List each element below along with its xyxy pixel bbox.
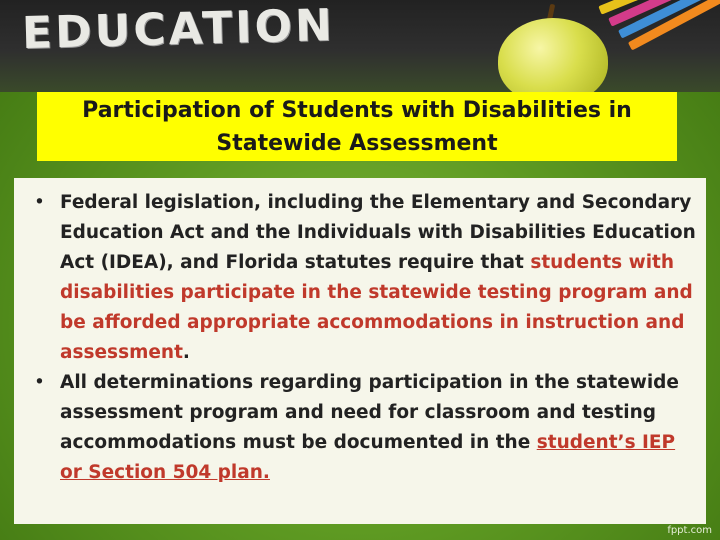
title-line-2: Statewide Assessment: [216, 130, 498, 156]
bullet-item: [30, 188, 698, 368]
bullet-1-end: .: [182, 342, 190, 363]
content-box: [14, 178, 706, 524]
bullet-2-text: All determinations regarding participation in the statewide assessment program and need for classroom and testing accommodations must be documented in the: [60, 372, 679, 453]
pencils-icon: [600, 0, 720, 60]
bullet-icon: •: [34, 372, 45, 393]
bullet-icon: •: [34, 192, 45, 213]
banner-word: EDUCATION: [21, 0, 336, 60]
slide-title: [72, 94, 642, 160]
watermark: fppt.com: [667, 525, 712, 536]
title-box: [37, 92, 677, 161]
title-line-1: Participation of Students with Disabilities in: [82, 97, 632, 123]
bullet-list: [14, 178, 706, 488]
bullet-1-text: Federal legislation, including the Elementary and Secondary Education Act and the Individuals with Disabilities Education Act (IDEA), and Florida statutes require that: [60, 192, 696, 273]
bullet-1-highlight: students with disabilities participate in the statewide testing program and be afforded appropriate accommodations in instruction and assessment: [60, 252, 693, 363]
bullet-item: [30, 368, 698, 488]
bullet-2-highlight: student’s IEP or Section 504 plan.: [60, 432, 676, 483]
